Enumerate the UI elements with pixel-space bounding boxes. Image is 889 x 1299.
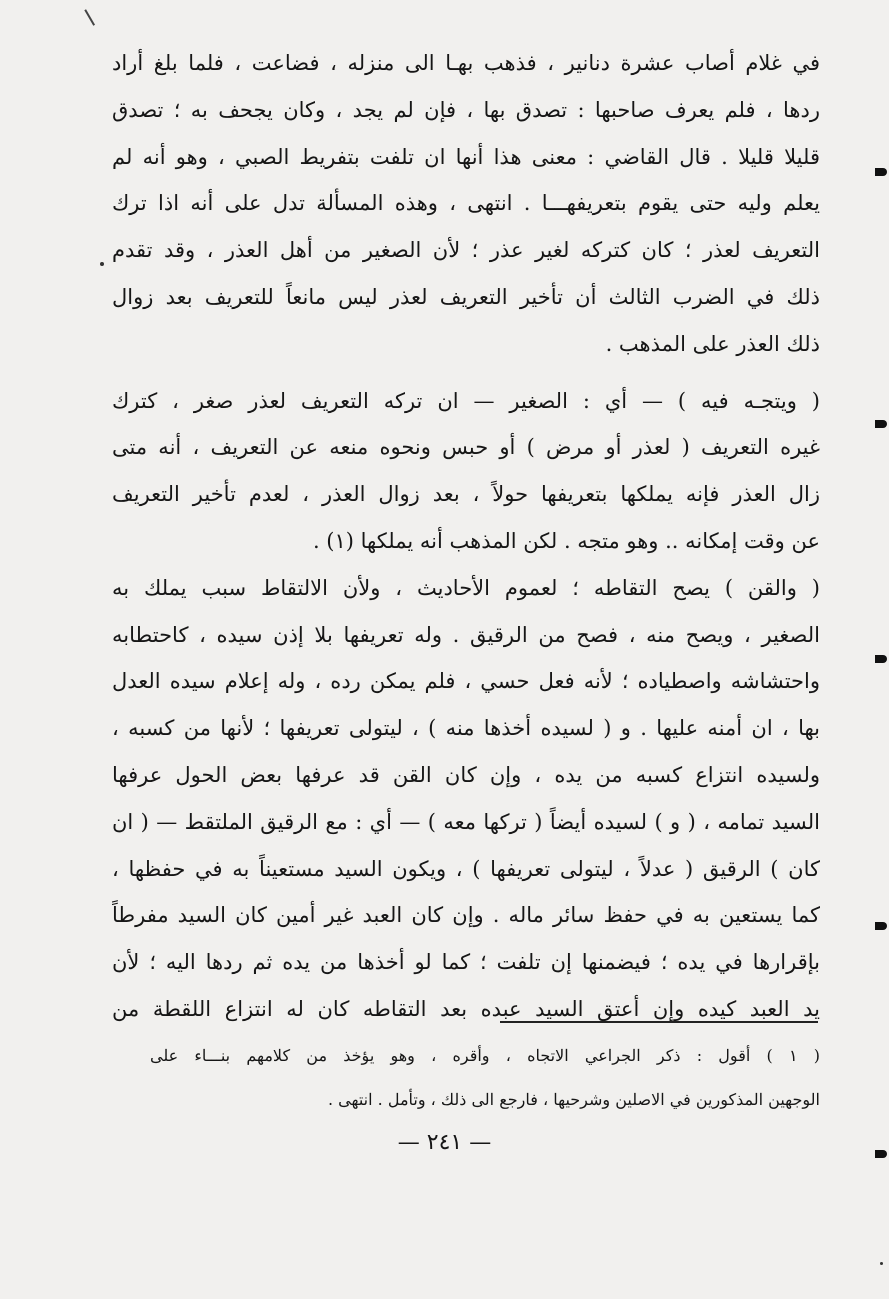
margin-tab-mark [875, 420, 887, 428]
text-line: ( والقن ) يصح التقاطه ؛ لعموم الأحاديث ، ولأن الالتقاط سبب يملك به [112, 575, 820, 600]
footnote-block [150, 1034, 820, 1122]
paragraph-3 [112, 565, 820, 1033]
footnote-separator [500, 1021, 818, 1023]
footnote-line: ( ١ ) أقول : ذكر الجراعي الاتجاه ، وأقره ، وهو يؤخذ من كلامهم بنـــاء على [150, 1046, 820, 1065]
text-line: كان ) الرقيق ( عدلاً ، ليتولى تعريفها ) ، ويكون السيد مستعيناً به في حفظها ، [112, 856, 820, 881]
text-line: ذلك في الضرب الثالث أن تأخير التعريف لعذر ليس مانعاً للتعريف بعد زوال [112, 284, 820, 309]
main-text-block [112, 40, 820, 1033]
text-line: بإقرارها في يده ؛ فيضمنها إن تلفت ؛ كما لو أخذها من يده ثم ردها اليه ؛ لأن [112, 950, 820, 975]
text-line: يعلم وليه حتى يقوم بتعريفهـــا . انتهى ، وهذه المسألة تدل على أنه اذا ترك [112, 191, 820, 216]
text-line: ردها ، فلم يعرف صاحبها : تصدق بها ، فإن لم يجد ، وكان يجحف به ؛ تصدق [112, 97, 820, 122]
text-line: السيد تمامه ، ( و ) لسيده أيضاً ( تركها معه ) — أي : مع الرقيق الملتقط — ( ان [112, 809, 820, 834]
page-number: — ٢٤١ — [397, 1130, 492, 1155]
text-line: واحتشاشه واصطياده ؛ لأنه فعل حسي ، فلم يمكن رده ، وله إعلام سيده العدل [112, 669, 820, 694]
text-line: ولسيده انتزاع كسبه من يده ، وإن كان القن قد عرفها بعض الحول عرفها [112, 762, 820, 787]
paragraph-1 [112, 40, 820, 368]
margin-tab-mark [875, 168, 887, 176]
text-line: بها ، ان أمنه عليها . و ( لسيده أخذها منه ) ، ليتولى تعريفها ؛ لأنها من كسبه ، [112, 716, 820, 741]
margin-tab-mark [875, 922, 887, 930]
corner-scan-mark [84, 4, 103, 26]
text-line: في غلام أصاب عشرة دنانير ، فذهب بهـا الى منزله ، فضاعت ، فلما بلغ أراد [112, 51, 820, 75]
text-line: قليلا قليلا . قال القاضي : معنى هذا أنها ان تلفت بتفريط الصبي ، وهو أنه لم [112, 144, 820, 169]
footnote-line: الوجهين المذكورين في الاصلين وشرحيها ، فارجع الى ذلك ، وتأمل . انتهى . [327, 1090, 820, 1109]
scan-speck [100, 262, 104, 266]
text-line: الصغير ، ويصح منه ، فصح من الرقيق . وله تعريفها بلا إذن سيده ، كاحتطابه [112, 622, 820, 647]
text-line: ذلك العذر على المذهب . [605, 331, 820, 356]
margin-tab-mark [875, 655, 887, 663]
text-line: عن وقت إمكانه .. وهو متجه . لكن المذهب أنه يملكها (١) . [312, 528, 820, 553]
scan-speck [880, 1262, 883, 1265]
text-line: التعريف لعذر ؛ كان كتركه لغير عذر ؛ لأن الصغير من أهل العذر ، وقد تقدم [112, 238, 820, 263]
paragraph-2 [112, 378, 820, 565]
text-line: غيره التعريف ( لعذر أو مرض ) أو حبس ونحوه منعه عن التعريف ، أنه متى [112, 435, 820, 460]
text-line: يد العبد كيده وإن أعتق السيد عبده بعد التقاطه كان له انتزاع اللقطة من [112, 996, 820, 1021]
text-line: زال العذر فإنه يملكها بتعريفها حولاً ، بعد زوال العذر ، لعدم تأخير التعريف [112, 482, 820, 507]
text-line: ( ويتجـه فيه ) — أي : الصغير — ان تركه التعريف لعذر صغر ، كترك [112, 388, 820, 413]
text-line: كما يستعين به في حفظ سائر ماله . وإن كان العبد غير أمين كان السيد مفرطاً [112, 903, 820, 928]
margin-tab-mark [875, 1150, 887, 1158]
